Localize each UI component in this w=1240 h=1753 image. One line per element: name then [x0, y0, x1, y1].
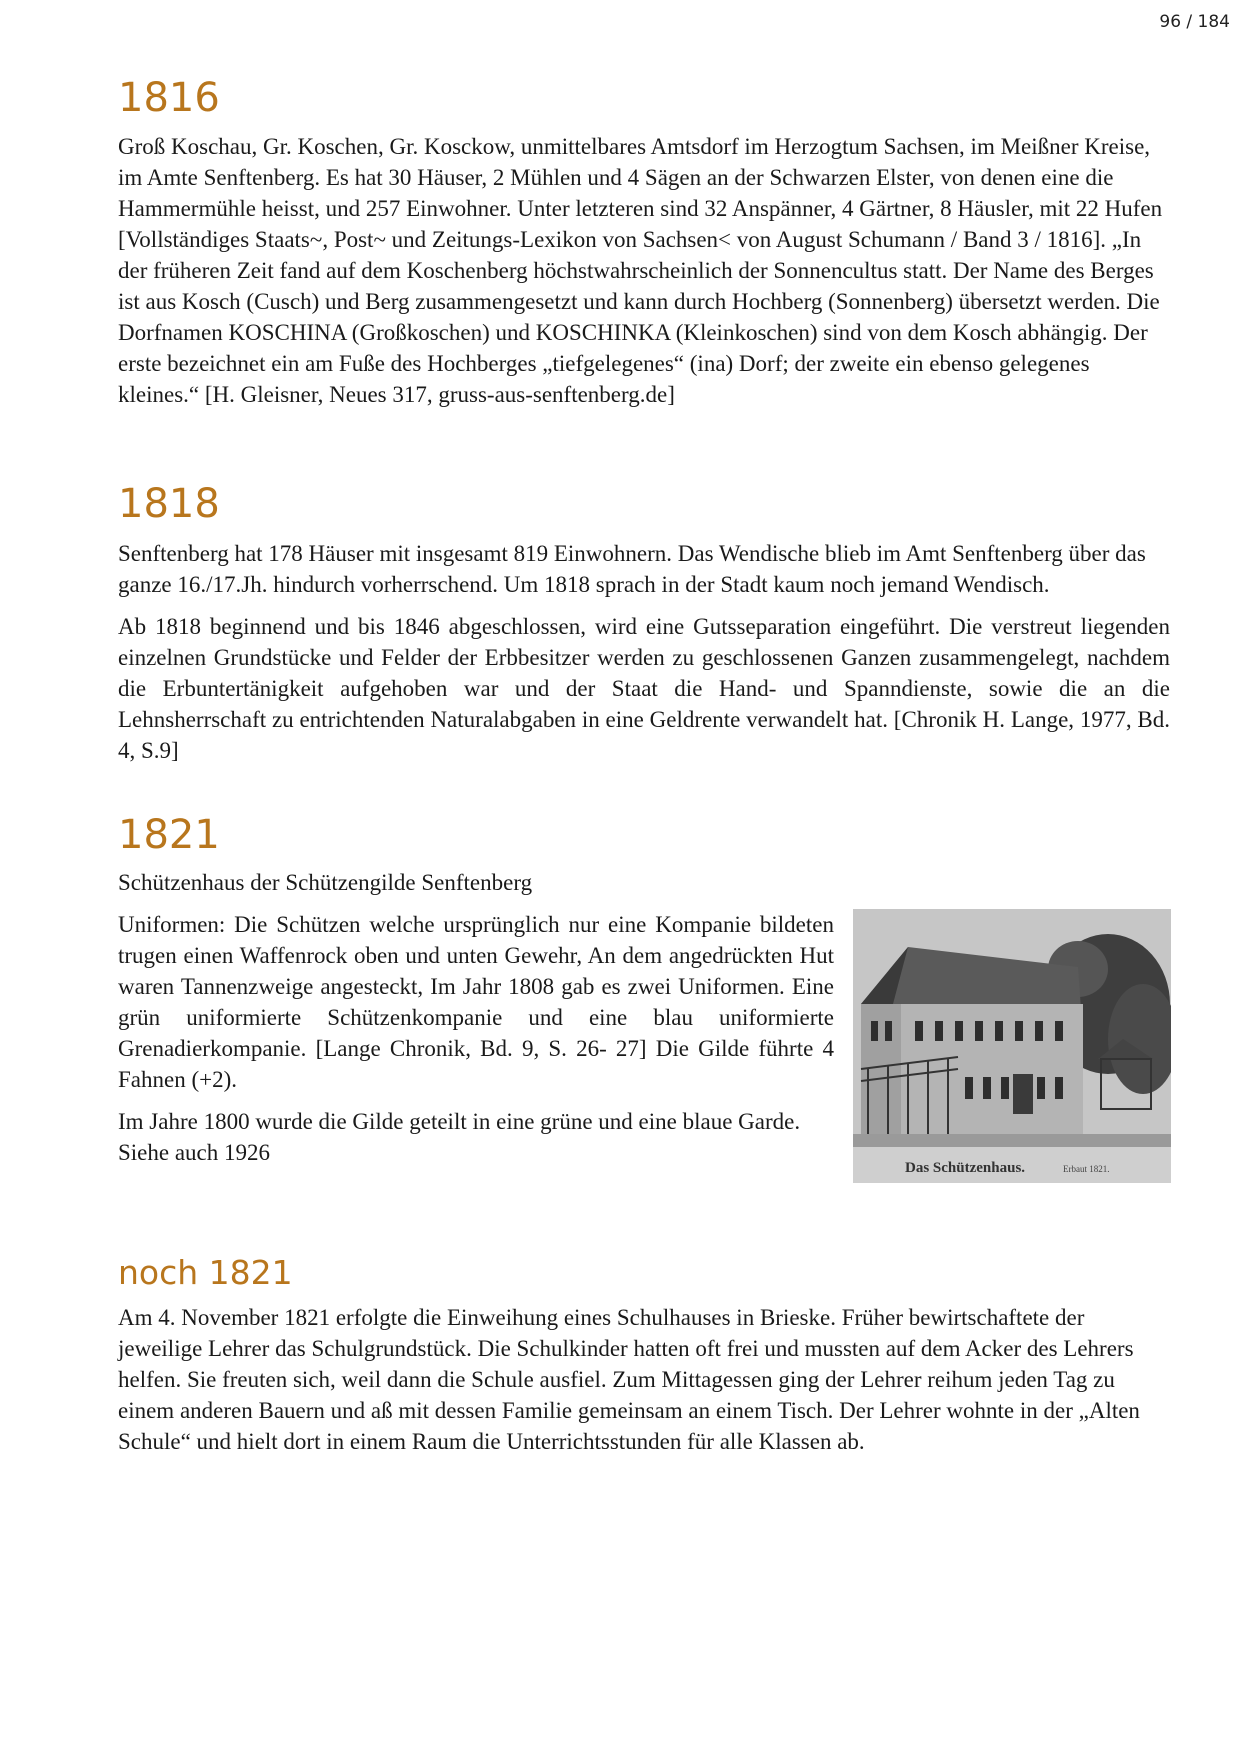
section-paragraph: Uniformen: Die Schützen welche ursprünglich nur eine Kompanie bildeten trugen einen Waffenrock oben und unten Gewehr, An dem angedrückten Hut waren Tannenzweige angesteckt, Im Jahr 1808 gab es zwei Uniformen. Eine grün uniformierte Schützenkompanie und eine blau uniformierte Grenadierkompanie. [Lange Chronik, Bd. 9, S. 26- 27] Die Gilde führte 4 Fahnen (+2).: [118, 912, 834, 1092]
section-subtitle: Schützenhaus der Schützengilde Senftenberg: [118, 870, 533, 895]
section-paragraph: Ab 1818 beginnend und bis 1846 abgeschlossen, wird eine Gutsseparation eingeführt. Die verstreut liegenden einzelnen Grundstücke und Felder der Erbbesitzer werden zu geschlossenen Ganzen zusammengelegt, nachdem die Erbuntertänigkeit aufgehoben war und der Staat die Hand- und Spanndienste, sowie die an die Lehnsherrschaft zu entrichtenden Naturalabgaben in eine Geldrente verwandelt hat. [Chronik H. Lange, 1977, Bd. 4, S.9]: [118, 614, 1170, 763]
section-paragraph: Im Jahre 1800 wurde die Gilde geteilt in eine grüne und eine blaue Garde. Siehe auch 1926: [118, 1109, 801, 1165]
section-paragraph: Am 4. November 1821 erfolgte die Einweihung eines Schulhauses in Brieske. Früher bewirtschaftete der jeweilige Lehrer das Schulgrundstück. Die Schulkinder hatten oft frei und mussten auf dem Acker des Lehrers helfen. Sie freuten sich, weil dann die Schule ausfiel. Zum Mittagessen ging der Lehrer reihum jeden Tag zu einem anderen Bauern und aß mit dessen Familie gemeinsam an einem Tisch. Der Lehrer wohnte in der „Alten Schule“ und hielt dort in einem Raum die Unterrichtsstunden für alle Klassen ab.: [118, 1305, 1140, 1454]
section-1821: [118, 812, 1170, 1189]
section-paragraph: Senftenberg hat 178 Häuser mit insgesamt 819 Einwohnern. Das Wendische blieb im Amt Senftenberg über das ganze 16./17.Jh. hindurch vorherrschend. Um 1818 sprach in der Stadt kaum noch jemand Wendisch.: [118, 541, 1146, 597]
figure-caption-small: Erbaut 1821.: [1063, 1164, 1110, 1174]
schuetzenhaus-image: [853, 909, 1171, 1183]
section-heading: 1821: [118, 812, 220, 858]
schuetzenhaus-illustration: [853, 909, 1171, 1183]
section-1818: [118, 481, 1170, 766]
figure-wrap: [118, 909, 1170, 1189]
section-heading: noch 1821: [118, 1253, 293, 1292]
section-heading: 1818: [118, 481, 220, 527]
section-heading: 1816: [118, 75, 220, 121]
section-1816: [118, 75, 1170, 410]
page-number: 96 / 184: [1159, 12, 1230, 32]
figure-caption: Das Schützenhaus.: [905, 1160, 1026, 1176]
section-paragraph: Groß Koschau, Gr. Koschen, Gr. Kosckow, unmittelbares Amtsdorf im Herzogtum Sachsen, im Meißner Kreise, im Amte Senftenberg. Es hat 30 Häuser, 2 Mühlen und 4 Sägen an der Schwarzen Elster, von denen eine die Hammermühle heisst, und 257 Einwohner. Unter letzteren sind 32 Anspänner, 4 Gärtner, 8 Häusler, mit 22 Hufen [Vollständiges Staats~, Post~ und Zeitungs-Lexikon von Sachsen< von August Schumann / Band 3 / 1816]. „In der früheren Zeit fand auf dem Koschenberg höchstwahrscheinlich der Sonnencultus statt. Der Name des Berges ist aus Kosch (Cusch) und Berg zusammengesetzt und kann durch Hochberg (Sonnenberg) übersetzt werden. Die Dorfnamen KOSCHINA (Großkoschen) und KOSCHINKA (Kleinkoschen) sind von dem Kosch abhängig. Der erste bezeichnet ein am Fuße des Hochberges „tiefgelegenes“ (ina) Dorf; der zweite ein ebenso gelegenes kleines.“ [H. Gleisner, Neues 317, gruss-aus-senftenberg.de]: [118, 134, 1163, 407]
text-column: [118, 909, 834, 1168]
section-noch-1821: [118, 1253, 1170, 1457]
